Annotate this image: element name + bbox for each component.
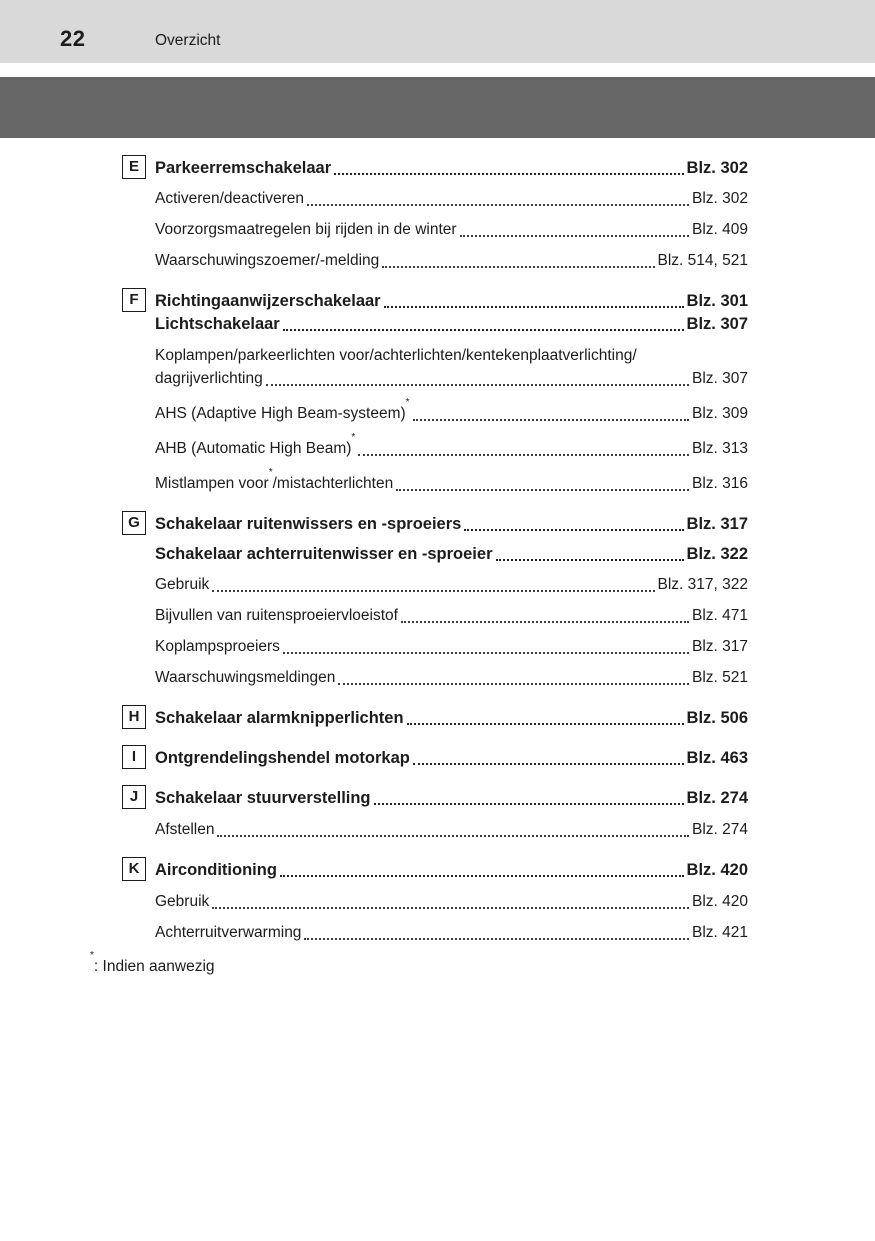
asterisk-footnote-marker: *	[268, 466, 273, 478]
section-letter: I	[131, 748, 137, 765]
toc-row-airconditioning	[122, 857, 748, 880]
page-reference: Blz. 471	[691, 607, 748, 624]
toc-row-parkeerremschakelaar	[122, 155, 748, 178]
dot-leader	[283, 652, 689, 654]
page-reference: Blz. 317	[686, 515, 748, 533]
dot-leader	[338, 683, 689, 685]
dot-leader	[304, 938, 689, 940]
page-reference: Blz. 420	[686, 861, 748, 879]
toc-row-richtingaanwijzer	[122, 288, 748, 311]
dot-leader	[280, 875, 684, 877]
page-reference: Blz. 309	[691, 405, 748, 422]
dot-leader	[382, 266, 654, 268]
footnote	[0, 949, 875, 976]
dot-leader	[496, 559, 684, 561]
toc-content	[0, 138, 875, 943]
toc-subtitle-line1	[155, 346, 748, 366]
section-divider-band	[0, 77, 875, 138]
dot-leader	[374, 803, 684, 805]
toc-title: Schakelaar achterruitenwisser en -sproeier	[155, 545, 493, 563]
dot-leader	[266, 384, 689, 386]
asterisk-footnote-marker: *	[405, 396, 410, 408]
toc-row-stuurverstelling	[122, 785, 748, 808]
page-reference: Blz. 307	[686, 315, 748, 333]
page-header-bar	[0, 0, 875, 63]
toc-row-activeren	[122, 189, 748, 209]
dot-leader	[413, 763, 684, 765]
section-letter-box	[122, 745, 146, 769]
toc-row-lichtschakelaar	[122, 314, 748, 334]
page-reference: Blz. 409	[691, 221, 748, 238]
asterisk-footnote-marker: *	[351, 431, 356, 443]
dot-leader	[334, 173, 683, 175]
section-letter-box	[122, 288, 146, 312]
toc-title: Ontgrendelingshendel motorkap	[155, 749, 410, 767]
section-letter: K	[128, 860, 140, 877]
toc-row-waarschuwingszoemer	[122, 251, 748, 271]
page-reference: Blz. 420	[691, 893, 748, 910]
section-letter: H	[128, 708, 140, 725]
toc-row-motorkap	[122, 745, 748, 768]
toc-title: Lichtschakelaar	[155, 315, 280, 333]
page-reference: Blz. 506	[686, 709, 748, 727]
toc-row-gebruik-wissers	[122, 575, 748, 595]
toc-row-waarschuwingsmeldingen	[122, 668, 748, 688]
section-letter-box	[122, 155, 146, 179]
page-reference: Blz. 274	[686, 789, 748, 807]
section-letter-box	[122, 705, 146, 729]
page-reference: Blz. 463	[686, 749, 748, 767]
toc-row-ahb	[122, 431, 748, 459]
dot-leader	[217, 835, 689, 837]
toc-row-mistlampen	[122, 466, 748, 494]
toc-row-voorzorgsmaatregelen	[122, 220, 748, 240]
toc-row-koplampen	[122, 346, 748, 389]
chapter-title: Overzicht	[155, 32, 221, 49]
dot-leader	[407, 723, 684, 725]
section-letter: E	[128, 158, 139, 175]
toc-subtitle: Koplampen/parkeerlichten voor/achterlichten/kentekenplaatverlichting/	[155, 347, 637, 364]
toc-subtitle-line2	[155, 369, 748, 389]
table-of-contents	[122, 138, 748, 943]
toc-subtitle: Waarschuwingsmeldingen	[155, 669, 336, 686]
footnote-text: : Indien aanwezig	[93, 958, 215, 975]
section-letter-box	[122, 785, 146, 809]
page-reference: Blz. 302	[686, 159, 748, 177]
page-reference: Blz. 274	[691, 821, 748, 838]
toc-title: Richtingaanwijzerschakelaar	[155, 292, 381, 310]
dot-leader	[307, 204, 689, 206]
page-reference: Blz. 317	[691, 638, 748, 655]
toc-row-afstellen	[122, 820, 748, 840]
page-reference: Blz. 322	[686, 545, 748, 563]
toc-subtitle: Waarschuwingszoemer/-melding	[155, 252, 380, 269]
toc-subtitle: Voorzorgsmaatregelen bij rijden in de winter	[155, 221, 457, 238]
page-reference: Blz. 317, 322	[657, 576, 748, 593]
dot-leader	[212, 907, 689, 909]
toc-row-alarmknipperlichten	[122, 705, 748, 728]
page-reference: Blz. 421	[691, 924, 748, 941]
page-reference: Blz. 521	[691, 669, 748, 686]
dot-leader	[413, 419, 689, 421]
page-reference: Blz. 302	[691, 190, 748, 207]
toc-row-koplampsproeiers	[122, 637, 748, 657]
toc-subtitle: AHB (Automatic High Beam)*	[155, 431, 356, 457]
page-reference: Blz. 313	[691, 440, 748, 457]
toc-subtitle: Gebruik	[155, 576, 210, 593]
page-reference: Blz. 301	[686, 292, 748, 310]
toc-subtitle: Gebruik	[155, 893, 210, 910]
section-letter: F	[129, 291, 139, 308]
toc-row-achterruitverwarming	[122, 923, 748, 943]
toc-subtitle: Achterruitverwarming	[155, 924, 302, 941]
toc-row-bijvullen	[122, 606, 748, 626]
toc-title: Schakelaar stuurverstelling	[155, 789, 371, 807]
dot-leader	[283, 329, 684, 331]
toc-row-ruitenwissers	[122, 511, 748, 534]
page-number: 22	[60, 26, 86, 51]
dot-leader	[396, 489, 689, 491]
toc-subtitle: Bijvullen van ruitensproeiervloeistof	[155, 607, 398, 624]
dot-leader	[384, 306, 684, 308]
dot-leader	[460, 235, 689, 237]
toc-title: Airconditioning	[155, 861, 277, 879]
section-letter-box	[122, 857, 146, 881]
toc-title: Schakelaar alarmknipperlichten	[155, 709, 404, 727]
toc-title: Schakelaar ruitenwissers en -sproeiers	[155, 515, 462, 533]
toc-subtitle: Afstellen	[155, 821, 215, 838]
page-reference: Blz. 316	[691, 475, 748, 492]
toc-title: Parkeerremschakelaar	[155, 159, 332, 177]
toc-row-ahs	[122, 396, 748, 424]
section-letter-box	[122, 511, 146, 535]
toc-subtitle: Activeren/deactiveren	[155, 190, 305, 207]
toc-subtitle: AHS (Adaptive High Beam-systeem)*	[155, 396, 410, 422]
asterisk-footnote-marker: *	[90, 949, 94, 961]
dot-leader	[358, 454, 689, 456]
toc-subtitle: Koplampsproeiers	[155, 638, 280, 655]
page-reference: Blz. 307	[691, 370, 748, 387]
dot-leader	[212, 590, 654, 592]
toc-subtitle: Mistlampen voor*/mistachterlichten	[155, 466, 394, 492]
toc-row-achterruitenwisser	[122, 544, 748, 564]
section-letter: J	[129, 788, 139, 805]
dot-leader	[401, 621, 689, 623]
toc-row-gebruik-airco	[122, 892, 748, 912]
section-letter: G	[128, 514, 140, 531]
dot-leader	[464, 529, 683, 531]
toc-subtitle: dagrijverlichting	[155, 370, 263, 387]
page-reference: Blz. 514, 521	[657, 252, 748, 269]
